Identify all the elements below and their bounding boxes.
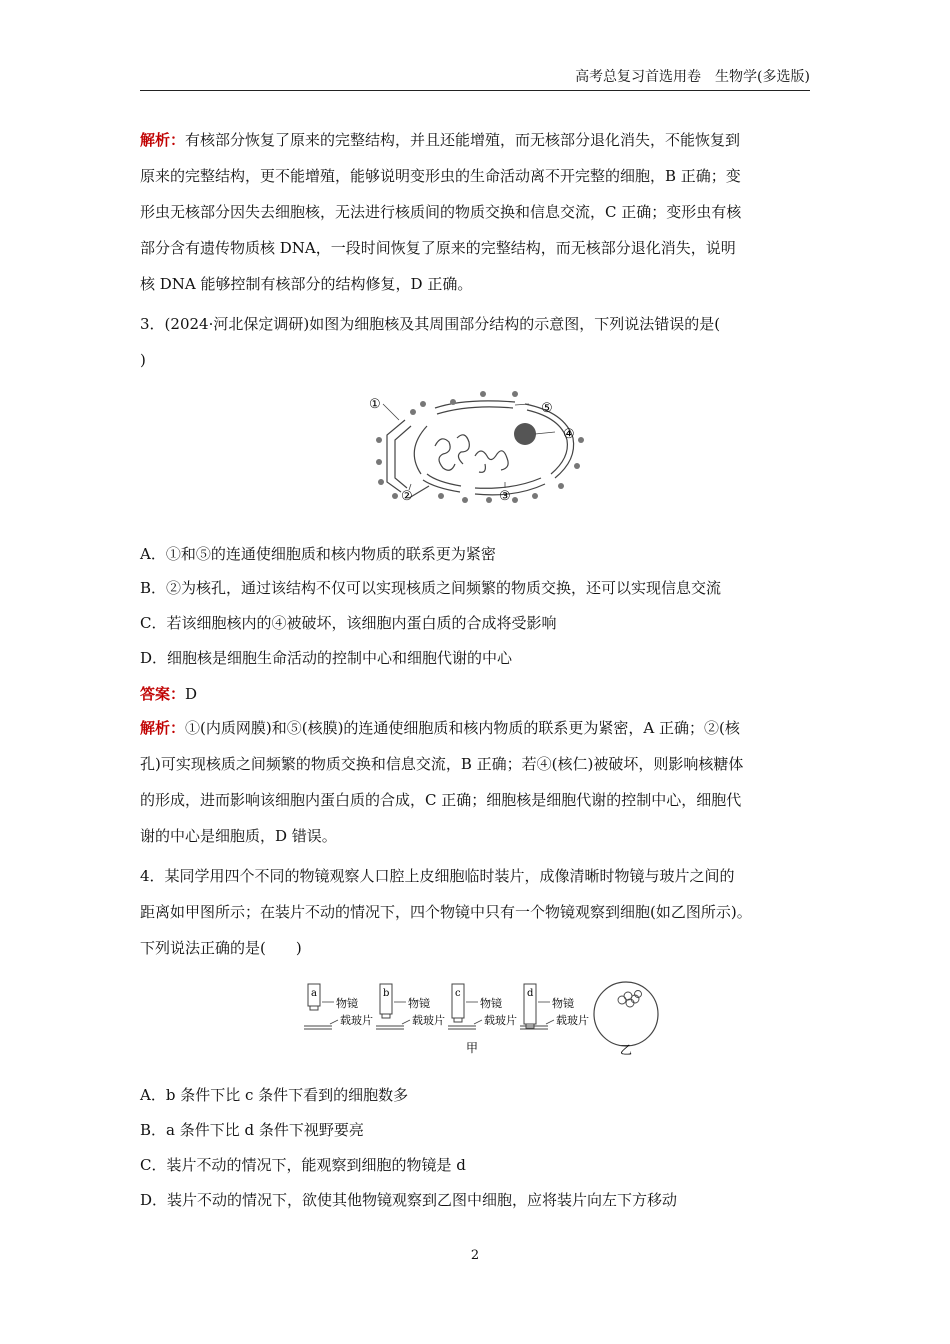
option-d: D．细胞核是细胞生命活动的控制中心和细胞代谢的中心 bbox=[140, 649, 513, 667]
analysis-line: 孔)可实现核质之间频繁的物质交换和信息交流，B 正确；若④(核仁)被破坏，则影响核糖体 bbox=[140, 755, 744, 773]
objective-lens-d bbox=[520, 984, 589, 1029]
analysis-line: 有核部分恢复了原来的完整结构，并且还能增殖，而无核部分退化消失，不能恢复到 bbox=[185, 131, 741, 149]
objective-lens-c bbox=[448, 984, 517, 1029]
question-stem-line: 下列说法正确的是( ) bbox=[140, 939, 302, 957]
option-a: A．b 条件下比 c 条件下看到的细胞数多 bbox=[140, 1086, 409, 1104]
lens-letter: c bbox=[455, 988, 461, 999]
page-number: 2 bbox=[470, 1248, 480, 1263]
question-3-stem bbox=[140, 306, 812, 378]
page-header bbox=[140, 68, 810, 91]
analysis-line: 的形成，进而影响该细胞内蛋白质的合成，C 正确；细胞核是细胞代谢的控制中心，细胞代 bbox=[140, 791, 742, 809]
analysis-q3 bbox=[140, 710, 812, 854]
lens-letter: b bbox=[383, 988, 390, 999]
objective-lens-b bbox=[376, 984, 445, 1029]
header-text: 高考总复习首选用卷 生物学(多选版) bbox=[575, 69, 810, 85]
option-b: B．a 条件下比 d 条件下视野要亮 bbox=[140, 1121, 364, 1139]
question-stem-line: 3．(2024·河北保定调研)如图为细胞核及其周围部分结构的示意图，下列说法错误的是( bbox=[140, 315, 721, 333]
analysis-line: ①(内质网膜)和⑤(核膜)的连通使细胞质和核内物质的联系更为紧密，A 正确；②(核 bbox=[185, 719, 740, 737]
nucleus-diagram bbox=[365, 390, 585, 505]
label-3: ③ bbox=[499, 489, 511, 504]
objective-lens-a bbox=[304, 984, 373, 1029]
analysis-line: 谢的中心是细胞质，D 错误。 bbox=[140, 827, 337, 845]
lens-letter: a bbox=[311, 988, 317, 999]
slide-label: 载玻片 bbox=[340, 1014, 373, 1027]
question-4-stem bbox=[140, 858, 812, 966]
lens-label: 物镜 bbox=[552, 997, 574, 1010]
option-d: D．装片不动的情况下，欲使其他物镜观察到乙图中细胞，应将装片向左下方移动 bbox=[140, 1191, 678, 1209]
analysis-line: 形虫无核部分因失去细胞核，无法进行核质间的物质交换和信息交流，C 正确；变形虫有核 bbox=[140, 203, 742, 221]
lens-label: 物镜 bbox=[480, 997, 502, 1010]
label-5: ⑤ bbox=[541, 401, 553, 416]
caption-jia: 甲 bbox=[466, 1041, 479, 1055]
option-a: A．①和⑤的连通使细胞质和核内物质的联系更为紧密 bbox=[140, 545, 496, 563]
lens-label: 物镜 bbox=[336, 997, 358, 1010]
label-1: ① bbox=[369, 397, 381, 412]
label-4: ④ bbox=[563, 427, 575, 442]
analysis-q2 bbox=[140, 122, 812, 302]
slide-label: 载玻片 bbox=[412, 1014, 445, 1027]
option-b: B．②为核孔，通过该结构不仅可以实现核质之间频繁的物质交换，还可以实现信息交流 bbox=[140, 579, 722, 597]
analysis-line: 原来的完整结构，更不能增殖，能够说明变形虫的生命活动离不开完整的细胞，B 正确；变 bbox=[140, 167, 741, 185]
slide-label: 载玻片 bbox=[556, 1014, 589, 1027]
analysis-label: 解析： bbox=[140, 719, 186, 737]
objective-lens-figure bbox=[298, 980, 664, 1056]
label-2: ② bbox=[401, 489, 413, 504]
answer-value: D bbox=[185, 685, 198, 703]
analysis-line: 部分含有遗传物质核 DNA，一段时间恢复了原来的完整结构，而无核部分退化消失，说明 bbox=[140, 239, 736, 257]
analysis-label: 解析： bbox=[140, 131, 186, 149]
option-c: C．装片不动的情况下，能观察到细胞的物镜是 d bbox=[140, 1156, 466, 1174]
question-stem-line: 距离如甲图所示；在装片不动的情况下，四个物镜中只有一个物镜观察到细胞(如乙图所示)。 bbox=[140, 903, 752, 921]
answer-line bbox=[140, 684, 197, 704]
analysis-line: 核 DNA 能够控制有核部分的结构修复，D 正确。 bbox=[140, 275, 473, 293]
caption-yi: 乙 bbox=[620, 1043, 633, 1056]
lens-label: 物镜 bbox=[408, 997, 430, 1010]
question-stem-line: ) bbox=[140, 351, 146, 369]
option-c: C．若该细胞核内的④被破坏，该细胞内蛋白质的合成将受影响 bbox=[140, 614, 557, 632]
lens-letter: d bbox=[527, 988, 534, 999]
question-stem-line: 4．某同学用四个不同的物镜观察人口腔上皮细胞临时装片，成像清晰时物镜与玻片之间的 bbox=[140, 867, 735, 885]
nucleolus-shape bbox=[514, 423, 536, 445]
answer-label: 答案： bbox=[140, 685, 186, 703]
slide-label: 载玻片 bbox=[484, 1014, 517, 1027]
field-of-view-circle bbox=[594, 982, 658, 1046]
